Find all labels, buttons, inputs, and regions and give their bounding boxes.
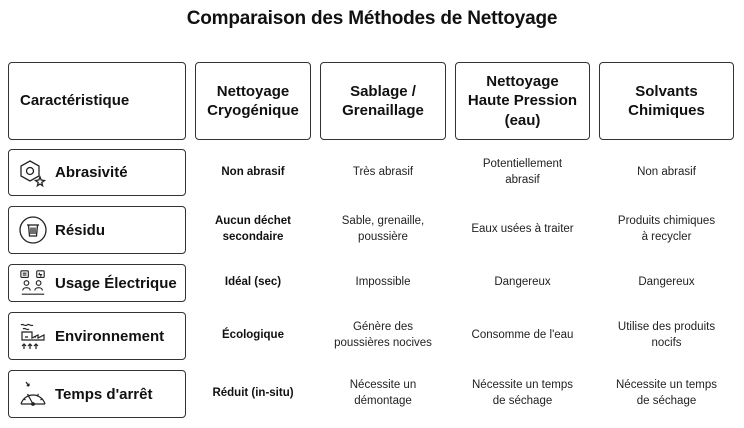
cell-electrical-cryogenic: Idéal (sec) — [224, 276, 282, 289]
cell-residue-high-pressure: Eaux usées à traiter — [471, 223, 574, 236]
row-abrasivity — [8, 149, 186, 196]
cell-environment-cryogenic: Écologique — [222, 329, 284, 342]
cell-downtime-high-pressure: Nécessite un temps de séchage — [472, 379, 573, 407]
cell-electrical-high-pressure: Dangereux — [494, 276, 551, 289]
cell-abrasivity-solvents: Non abrasif — [637, 165, 696, 178]
cell-downtime-sandblasting: Nécessite un démontage — [349, 379, 417, 407]
electrical-people-icon — [18, 269, 48, 297]
header-cryogenic-label: Nettoyage Cryogénique — [207, 82, 299, 119]
row-electrical-use — [8, 264, 186, 302]
cell-residue-sandblasting: Sable, grenaille, poussière — [341, 215, 425, 243]
cell-abrasivity-cryogenic: Non abrasif — [221, 165, 285, 178]
header-high-pressure-label: Nettoyage Haute Pression (eau) — [467, 72, 578, 129]
row-downtime — [8, 370, 186, 418]
cell-environment-solvents: Utilise des produits nocifs — [617, 321, 716, 349]
trash-bin-icon — [18, 215, 48, 245]
cell-residue-cryogenic: Aucun déchet secondaire — [214, 215, 292, 243]
header-chemical-solvents — [599, 62, 734, 140]
gauge-speedometer-icon — [18, 379, 48, 409]
header-feature-label: Caractéristique — [20, 92, 130, 110]
cell-downtime-cryogenic: Réduit (in-situ) — [212, 387, 294, 400]
header-feature — [8, 62, 186, 140]
cell-electrical-solvents: Dangereux — [638, 276, 695, 289]
row-label: Environnement — [55, 327, 165, 345]
cell-environment-sandblasting: Génère des poussières nocives — [334, 321, 432, 349]
row-residue — [8, 206, 186, 254]
header-sandblasting — [320, 62, 446, 140]
cell-environment-high-pressure: Consomme de l'eau — [471, 329, 574, 342]
header-cryogenic — [195, 62, 311, 140]
abrasion-hexagon-icon — [18, 158, 48, 188]
page-title: Comparaison des Méthodes de Nettoyage — [186, 8, 558, 29]
row-label: Abrasivité — [55, 164, 128, 181]
factory-environment-icon — [18, 321, 48, 351]
cell-electrical-sandblasting: Impossible — [355, 276, 411, 289]
row-environment — [8, 312, 186, 360]
cell-residue-solvents: Produits chimiques à recycler — [617, 215, 716, 243]
header-sandblasting-label: Sablage / Grenaillage — [342, 82, 424, 119]
row-label: Temps d'arrêt — [55, 385, 153, 403]
cell-abrasivity-high-pressure: Potentiellement abrasif — [482, 157, 563, 186]
cell-abrasivity-sandblasting: Très abrasif — [352, 165, 414, 178]
header-high-pressure — [455, 62, 590, 140]
row-label: Usage Électrique — [55, 274, 177, 292]
header-chemical-solvents-label: Solvants Chimiques — [628, 82, 705, 119]
cell-downtime-solvents: Nécessite un temps de séchage — [616, 379, 717, 407]
row-label: Résidu — [55, 221, 106, 239]
